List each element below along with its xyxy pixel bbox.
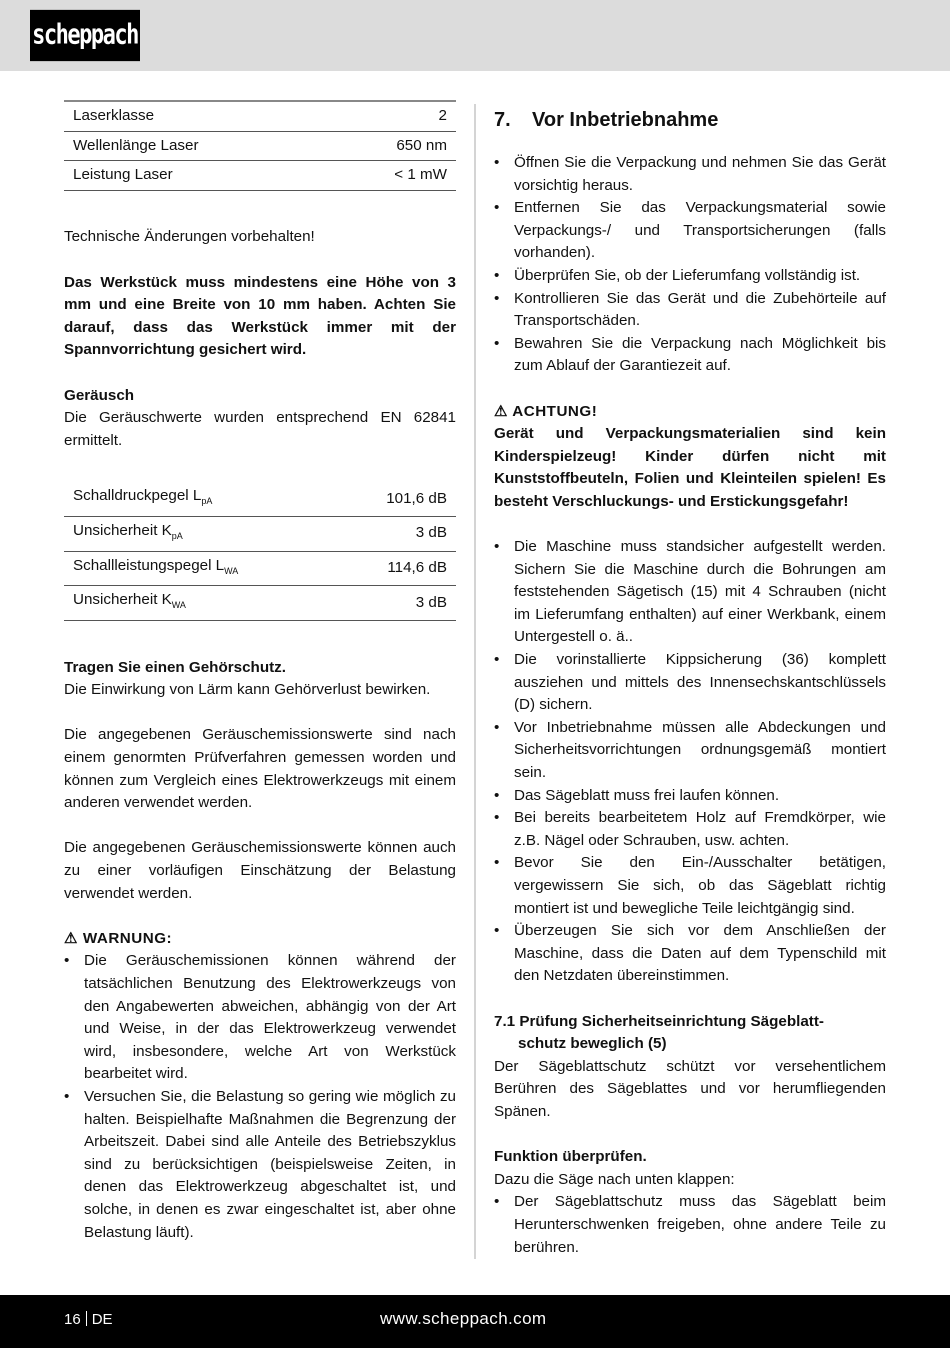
attention-text: Gerät und Verpackungsmaterialien sind kein Kinderspielzeug! Kinder dürfen nicht mit Kunststoffbeuteln, Folien und Kleinteilen spielen! Es besteht Verschluckungs- und Erstickungsgefahr! [494,425,886,510]
page-number: 16 [64,1311,81,1328]
spec-label: Unsicherheit $K_{pA}$ [64,516,338,551]
section-title: 7. Vor Inbetriebnahme [494,109,719,131]
list-item: • Entfernen Sie das Verpackungsmaterial sowie Verpackungs-/ und Transportsicherungen (falls vorhanden). [494,197,886,265]
warning-triangle-icon: ⚠ [64,929,79,947]
list-item: • Die Maschine muss standsicher aufgestellt werden. Sichern Sie die Maschine durch die Bohrungen am feststehenden Sägetisch (15) mit 4 Schrauben (nicht im Lieferumfang enthalten) auf einer Werkbank, einem Untergestell o. ä.. [494,536,886,649]
laser-spec-table [64,100,456,191]
spec-label: Wellenlänge Laser [64,131,327,161]
page-indicator [64,1311,113,1328]
scheppach-logo: scheppach [30,10,140,61]
spec-value: < 1 mW [327,161,456,191]
list-item: • Versuchen Sie, die Belastung so gering wie möglich zu halten. Beispielhafte Maßnahmen die Begrenzung der Arbeitszeit. Dabei sind alle Anteile des Betriebszyklus sind zu berücksichtigen (beispielsweise Zeiten, in denen das Elektrowerkzeug abgeschaltet ist, und solche, in denen es zwar eingeschaltet ist, aber ohne Belastung läuft). [64,1086,456,1244]
tech-changes-note: Technische Änderungen vorbehalten! [64,228,315,246]
header-bar [0,0,950,71]
check-heading: Funktion überprüfen. [494,1148,647,1166]
table-row [64,551,456,586]
emission-paragraph-2: Die angegebenen Geräuschemissionswerte können auch zu einer vorläufigen Einschätzung der Belastung verwendet werden. [64,839,456,902]
check-intro: Dazu die Säge nach unten klappen: [494,1170,735,1188]
list-item: • Der Sägeblattschutz muss das Sägeblatt beim Herunterschwenken freigeben, ohne andere Teile zu berühren. [494,1191,886,1259]
website-link[interactable]: www.scheppach.com [380,1309,547,1328]
list-item: • Die Geräuschemissionen können während der tatsächlichen Benutzung des Elektrowerkzeugs von den Angabewerten abweichen, abhängig von der Art und Weise, in der das Elektrowerkzeug verwendet wird, insbesondere, welche Art von Werkstück bearbeitet wird. [64,950,456,1086]
spec-label: Schallleistungspegel $L_{WA}$ [64,551,338,586]
list-item: • Überprüfen Sie, ob der Lieferumfang vollständig ist. [494,265,886,288]
unpacking-list [494,152,886,378]
table-row [64,586,456,621]
check-list [494,1191,886,1259]
subsection-text: Der Sägeblattschutz schützt vor versehentlichem Berühren des Sägeblattes und vor herumfliegenden Spänen. [494,1057,886,1120]
spec-label: Leistung Laser [64,161,327,191]
workpiece-note: Das Werkstück muss mindestens eine Höhe von 3 mm und eine Breite von 10 mm haben. Achten Sie darauf, dass das Werkstück immer mit der Spannvorrichtung gesichert wird. [64,273,456,359]
list-item: • Bei bereits bearbeitetem Holz auf Fremdkörper, wie z.B. Nägel oder Schrauben, usw. achten. [494,807,886,852]
spec-value: 114,6 dB [338,551,456,586]
hearing-protection-heading: Tragen Sie einen Gehörschutz. [64,658,286,676]
warning-heading: ⚠ WARNUNG: [64,929,173,947]
hearing-protection-text: Die Einwirkung von Lärm kann Gehörverlust bewirken. [64,681,431,699]
list-item: • Das Sägeblatt muss frei laufen können. [494,785,886,808]
setup-list [494,536,886,988]
spec-label: Laserklasse [64,101,327,131]
table-row [64,131,456,161]
spec-value: 650 nm [327,131,456,161]
table-row [64,516,456,551]
left-column [64,100,456,1244]
list-item: • Überzeugen Sie sich vor dem Anschließen der Maschine, dass die Daten auf dem Typenschild mit den Netzdaten übereinstimmen. [494,920,886,988]
column-divider [474,104,476,1259]
spec-label: Unsicherheit $K_{WA}$ [64,586,338,621]
spec-value: 101,6 dB [338,482,456,516]
noise-intro: Die Geräuschwerte wurden entsprechend EN 62841 ermittelt. [64,409,456,449]
warning-triangle-icon: ⚠ [494,402,509,420]
table-row [64,161,456,191]
subsection-heading: 7.1 Prüfung Sicherheitseinrichtung Sägeblatt- schutz beweglich (5) [494,1012,824,1053]
warning-list [64,950,456,1244]
attention-heading: ⚠ ACHTUNG! [494,402,598,420]
emission-paragraph-1: Die angegebenen Geräuschemissionswerte sind nach einem genormten Prüfverfahren gemessen worden und können zum Vergleich eines Elektrowerkzeugs mit einem anderen verwendet werden. [64,726,456,812]
list-item: • Bewahren Sie die Verpackung nach Möglichkeit bis zum Ablauf der Garantiezeit auf. [494,333,886,378]
list-item: • Vor Inbetriebnahme müssen alle Abdeckungen und Sicherheitsvorrichtungen ordnungsgemäß montiert sein. [494,717,886,785]
table-row [64,482,456,516]
right-column [494,100,886,1259]
noise-spec-table [64,482,456,620]
list-item: • Bevor Sie den Ein-/Ausschalter betätigen, vergewissern Sie sich, ob das Sägeblatt richtig montiert ist und bewegliche Teile leichtgängig sind. [494,852,886,920]
spec-label: Schalldruckpegel $L_{pA}$ [64,482,338,516]
language-code: DE [91,1311,113,1328]
footer-bar [0,1295,950,1348]
noise-heading: Geräusch [64,386,135,404]
table-row [64,101,456,131]
list-item: • Die vorinstallierte Kippsicherung (36) komplett ausziehen und mittels des Innensechskantschlüssels (D) sichern. [494,649,886,717]
list-item: • Öffnen Sie die Verpackung und nehmen Sie das Gerät vorsichtig heraus. [494,152,886,197]
spec-value: 3 dB [338,586,456,621]
list-item: • Kontrollieren Sie das Gerät und die Zubehörteile auf Transportschäden. [494,288,886,333]
spec-value: 3 dB [338,516,456,551]
spec-value: 2 [327,101,456,131]
